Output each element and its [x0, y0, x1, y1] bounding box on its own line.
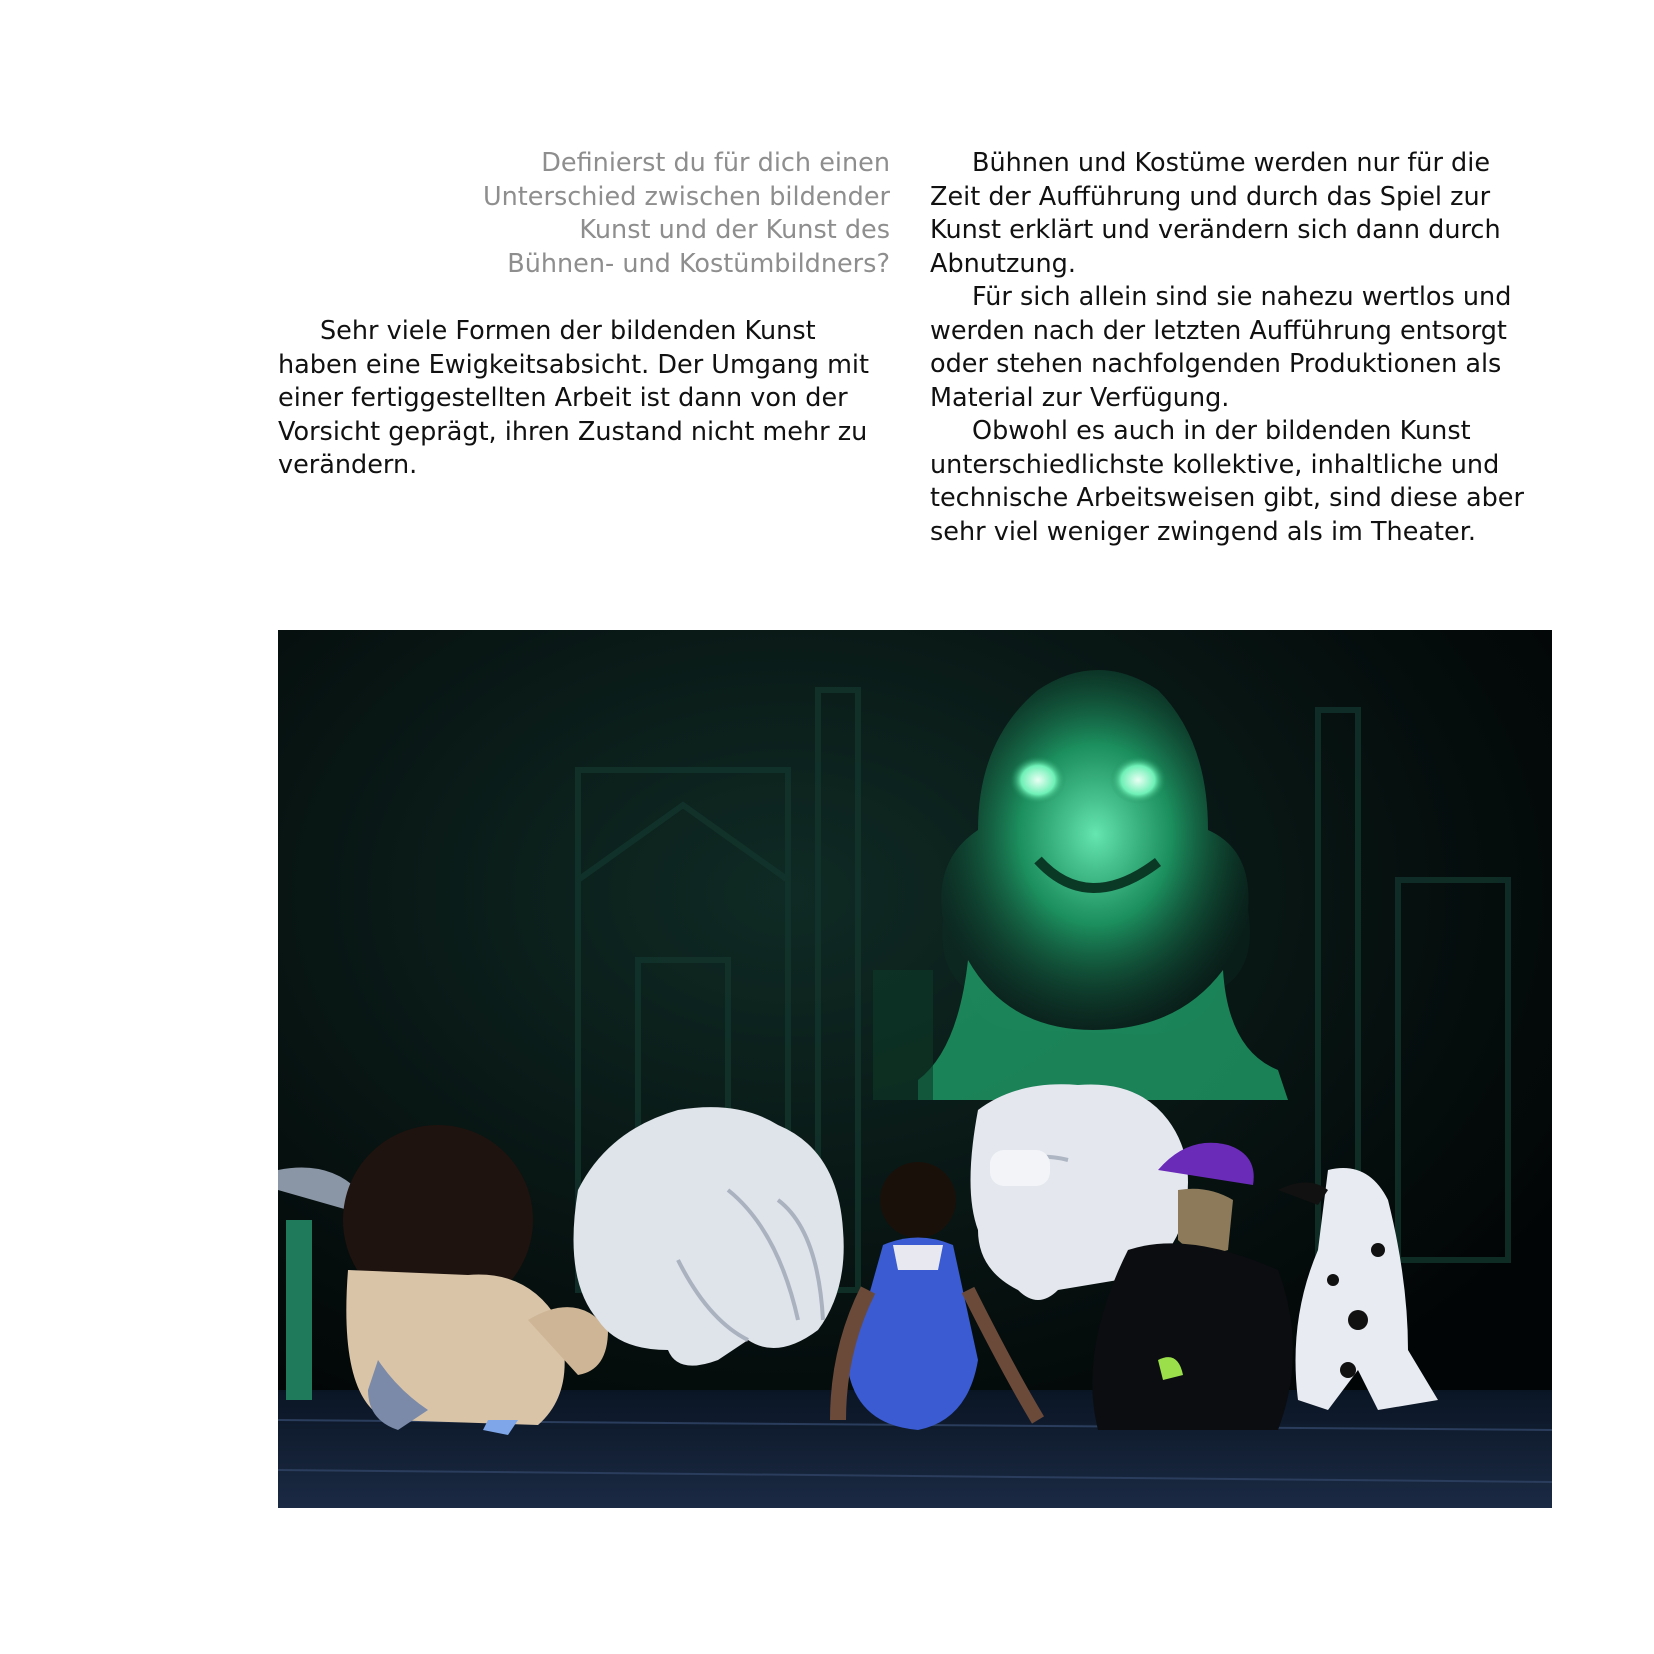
- text-line: Vorsicht geprägt, ihren Zustand nicht mehr zu: [278, 416, 868, 447]
- text-line: sehr viel weniger zwingend als im Theater.: [930, 516, 1476, 547]
- text-line: Obwohl es auch in der bildenden Kunst: [972, 416, 1471, 446]
- text-line: Zeit der Aufführung und durch das Spiel zur: [930, 181, 1491, 212]
- answer-paragraph: [930, 415, 1550, 549]
- question-line: Kunst und der Kunst des: [579, 215, 890, 245]
- text-line: Kunst erklärt und verändern sich dann durch: [930, 215, 1501, 245]
- answer-column-right: [930, 147, 1550, 549]
- answer-paragraph: [930, 281, 1550, 415]
- text-line: Material zur Verfügung.: [930, 382, 1230, 413]
- stage-scene-illustration: [278, 630, 1552, 1508]
- answer-paragraph: [278, 315, 898, 483]
- giant-glove-fist-left: [574, 1107, 844, 1365]
- question-line: Unterschied zwischen bildender: [482, 181, 890, 212]
- question-line: Bühnen- und Kostümbildners?: [507, 248, 890, 279]
- text-line: oder stehen nachfolgenden Produktionen als: [930, 349, 1502, 379]
- text-line: einer fertiggestellten Arbeit ist dann von der: [278, 383, 848, 413]
- text-line: Für sich allein sind sie nahezu wertlos und: [972, 282, 1512, 312]
- question-line: Definierst du für dich einen: [541, 148, 890, 178]
- text-line: Bühnen und Kostüme werden nur für die: [972, 148, 1491, 178]
- text-line: werden nach der letzten Aufführung entsorgt: [930, 315, 1507, 346]
- text-line: Sehr viele Formen der bildenden Kunst: [320, 316, 816, 346]
- answer-column-left: [278, 315, 898, 483]
- text-line: Abnutzung.: [930, 248, 1076, 279]
- text-line: technische Arbeitsweisen gibt, sind diese aber: [930, 483, 1524, 513]
- answer-paragraph: [930, 147, 1550, 281]
- text-line: haben eine Ewigkeitsabsicht. Der Umgang mit: [278, 349, 869, 380]
- interview-question: [440, 147, 890, 281]
- stage-photo: [278, 630, 1552, 1508]
- text-line: verändern.: [278, 450, 418, 480]
- text-line: unterschiedlichste kollektive, inhaltliche und: [930, 449, 1500, 480]
